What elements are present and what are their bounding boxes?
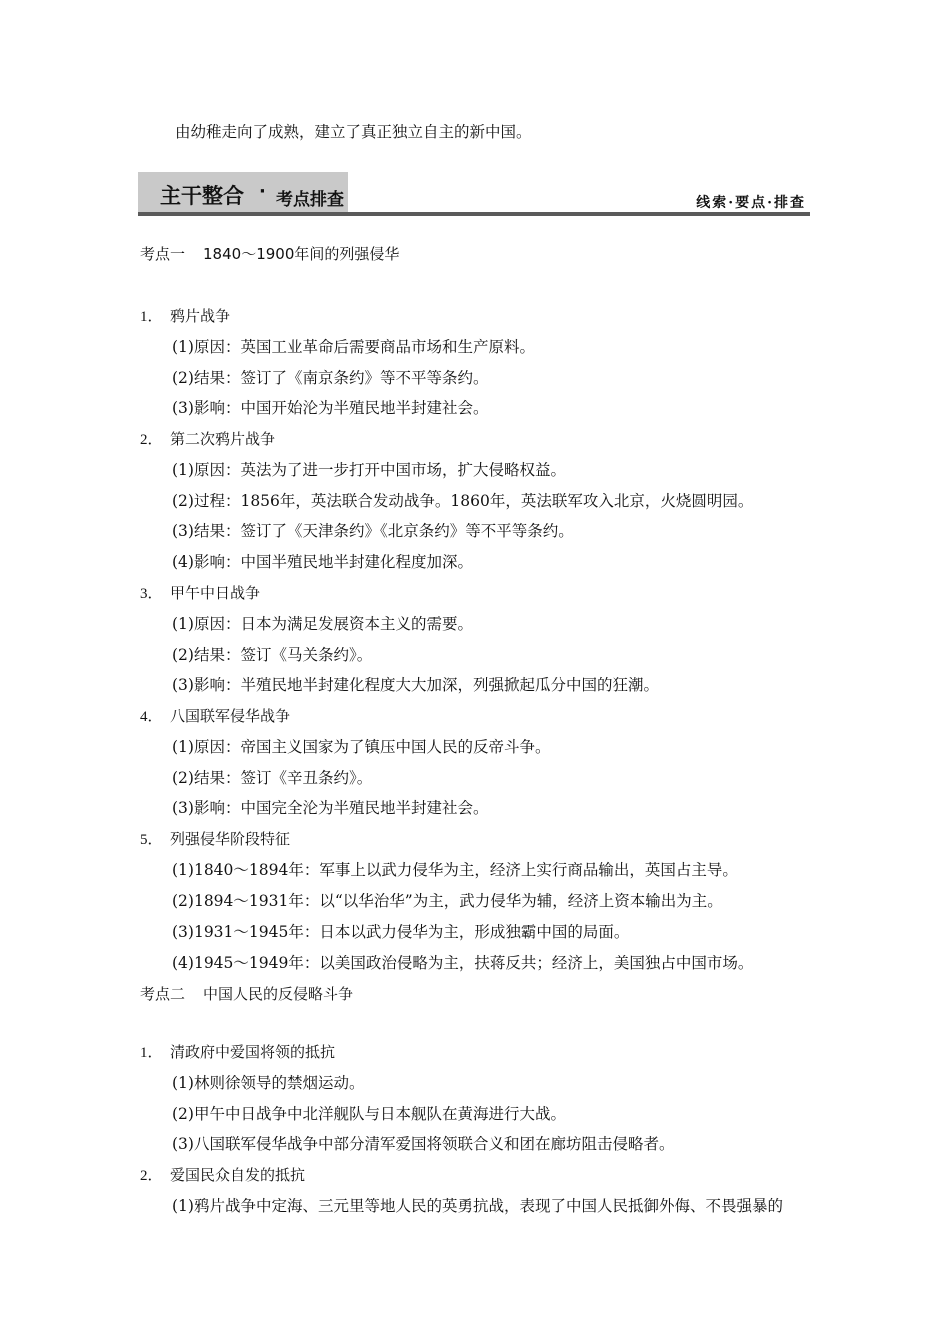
list-item: (3)1931～1945年：日本以武力侵华为主，形成独霸中国的局面。 <box>172 923 630 941</box>
topic-heading-2 <box>140 984 353 1004</box>
banner-right-label: 线索·要点·排查 <box>696 195 806 211</box>
list-item: (2)甲午中日战争中北洋舰队与日本舰队在黄海进行大战。 <box>172 1105 566 1123</box>
banner-dot: · <box>259 181 266 202</box>
section-heading: 1． 鸦片战争 <box>140 307 231 325</box>
list-item: (1)鸦片战争中定海、三元里等地人民的英勇抗战，表现了中国人民抵御外侮、不畏强暴的 <box>172 1197 783 1215</box>
list-item: (3)八国联军侵华战争中部分清军爱国将领联合义和团在廊坊阻击侵略者。 <box>172 1135 675 1153</box>
section-heading: 3． 甲午中日战争 <box>140 584 261 602</box>
list-item: (2)1894～1931年：以“以华治华”为主，武力侵华为辅，经济上资本输出为主。 <box>172 892 723 910</box>
section-title: 八国联军侵华战争 <box>170 707 291 725</box>
list-item: (2)过程：1856年，英法联合发动战争。1860年，英法联军攻入北京，火烧圆明园。 <box>172 492 754 510</box>
list-item: (3)影响：半殖民地半封建化程度大大加深，列强掀起瓜分中国的狂潮。 <box>172 676 659 694</box>
list-item: (1)原因：英国工业革命后需要商品市场和生产原料。 <box>172 338 535 356</box>
list-item: (2)结果：签订《辛丑条约》。 <box>172 769 373 787</box>
list-item: (1)林则徐领导的禁烟运动。 <box>172 1074 365 1092</box>
list-item: (3)影响：中国开始沦为半殖民地半封建社会。 <box>172 399 489 417</box>
list-item: (3)结果：签订了《天津条约》《北京条约》等不平等条约。 <box>172 522 574 540</box>
list-item: (4)1945～1949年：以美国政治侵略为主，扶蒋反共；经济上，美国独占中国市场。 <box>172 954 754 972</box>
banner-subtitle: 考点排查 <box>276 190 344 210</box>
section-title: 爱国民众自发的抵抗 <box>170 1166 306 1184</box>
section-heading: 5． 列强侵华阶段特征 <box>140 830 291 848</box>
section-banner <box>138 172 810 218</box>
list-item: (1)原因：帝国主义国家为了镇压中国人民的反帝斗争。 <box>172 738 551 756</box>
list-item: (1)原因：日本为满足发展资本主义的需要。 <box>172 615 473 633</box>
list-item: (2)结果：签订《马关条约》。 <box>172 646 373 664</box>
topic-title: 1840～1900年间的列强侵华 <box>203 245 400 263</box>
section-title: 鸦片战争 <box>170 307 231 325</box>
section-title: 列强侵华阶段特征 <box>170 830 291 848</box>
section-heading: 2． 爱国民众自发的抵抗 <box>140 1166 306 1184</box>
topic-label: 考点二 <box>140 985 186 1003</box>
section-heading: 4． 八国联军侵华战争 <box>140 707 291 725</box>
list-item: (3)影响：中国完全沦为半殖民地半封建社会。 <box>172 799 489 817</box>
topic-title: 中国人民的反侵略斗争 <box>203 985 354 1003</box>
section-heading: 2． 第二次鸦片战争 <box>140 430 276 448</box>
intro-paragraph: 由幼稚走向了成熟，建立了真正独立自主的新中国。 <box>175 123 532 141</box>
section-title: 甲午中日战争 <box>170 584 261 602</box>
list-item: (2)结果：签订了《南京条约》等不平等条约。 <box>172 369 489 387</box>
list-item: (1)原因：英法为了进一步打开中国市场，扩大侵略权益。 <box>172 461 566 479</box>
list-item: (1)1840～1894年：军事上以武力侵华为主，经济上实行商品输出，英国占主导。 <box>172 861 738 879</box>
section-title: 第二次鸦片战争 <box>170 430 276 448</box>
topic-label: 考点一 <box>140 245 186 263</box>
topic-heading-1 <box>140 244 399 264</box>
section-heading: 1． 清政府中爱国将领的抵抗 <box>140 1043 336 1061</box>
list-item: (4)影响：中国半殖民地半封建化程度加深。 <box>172 553 473 571</box>
section-title: 清政府中爱国将领的抵抗 <box>170 1043 336 1061</box>
banner-underline <box>138 212 810 216</box>
banner-main-title: 主干整合 <box>160 184 244 208</box>
